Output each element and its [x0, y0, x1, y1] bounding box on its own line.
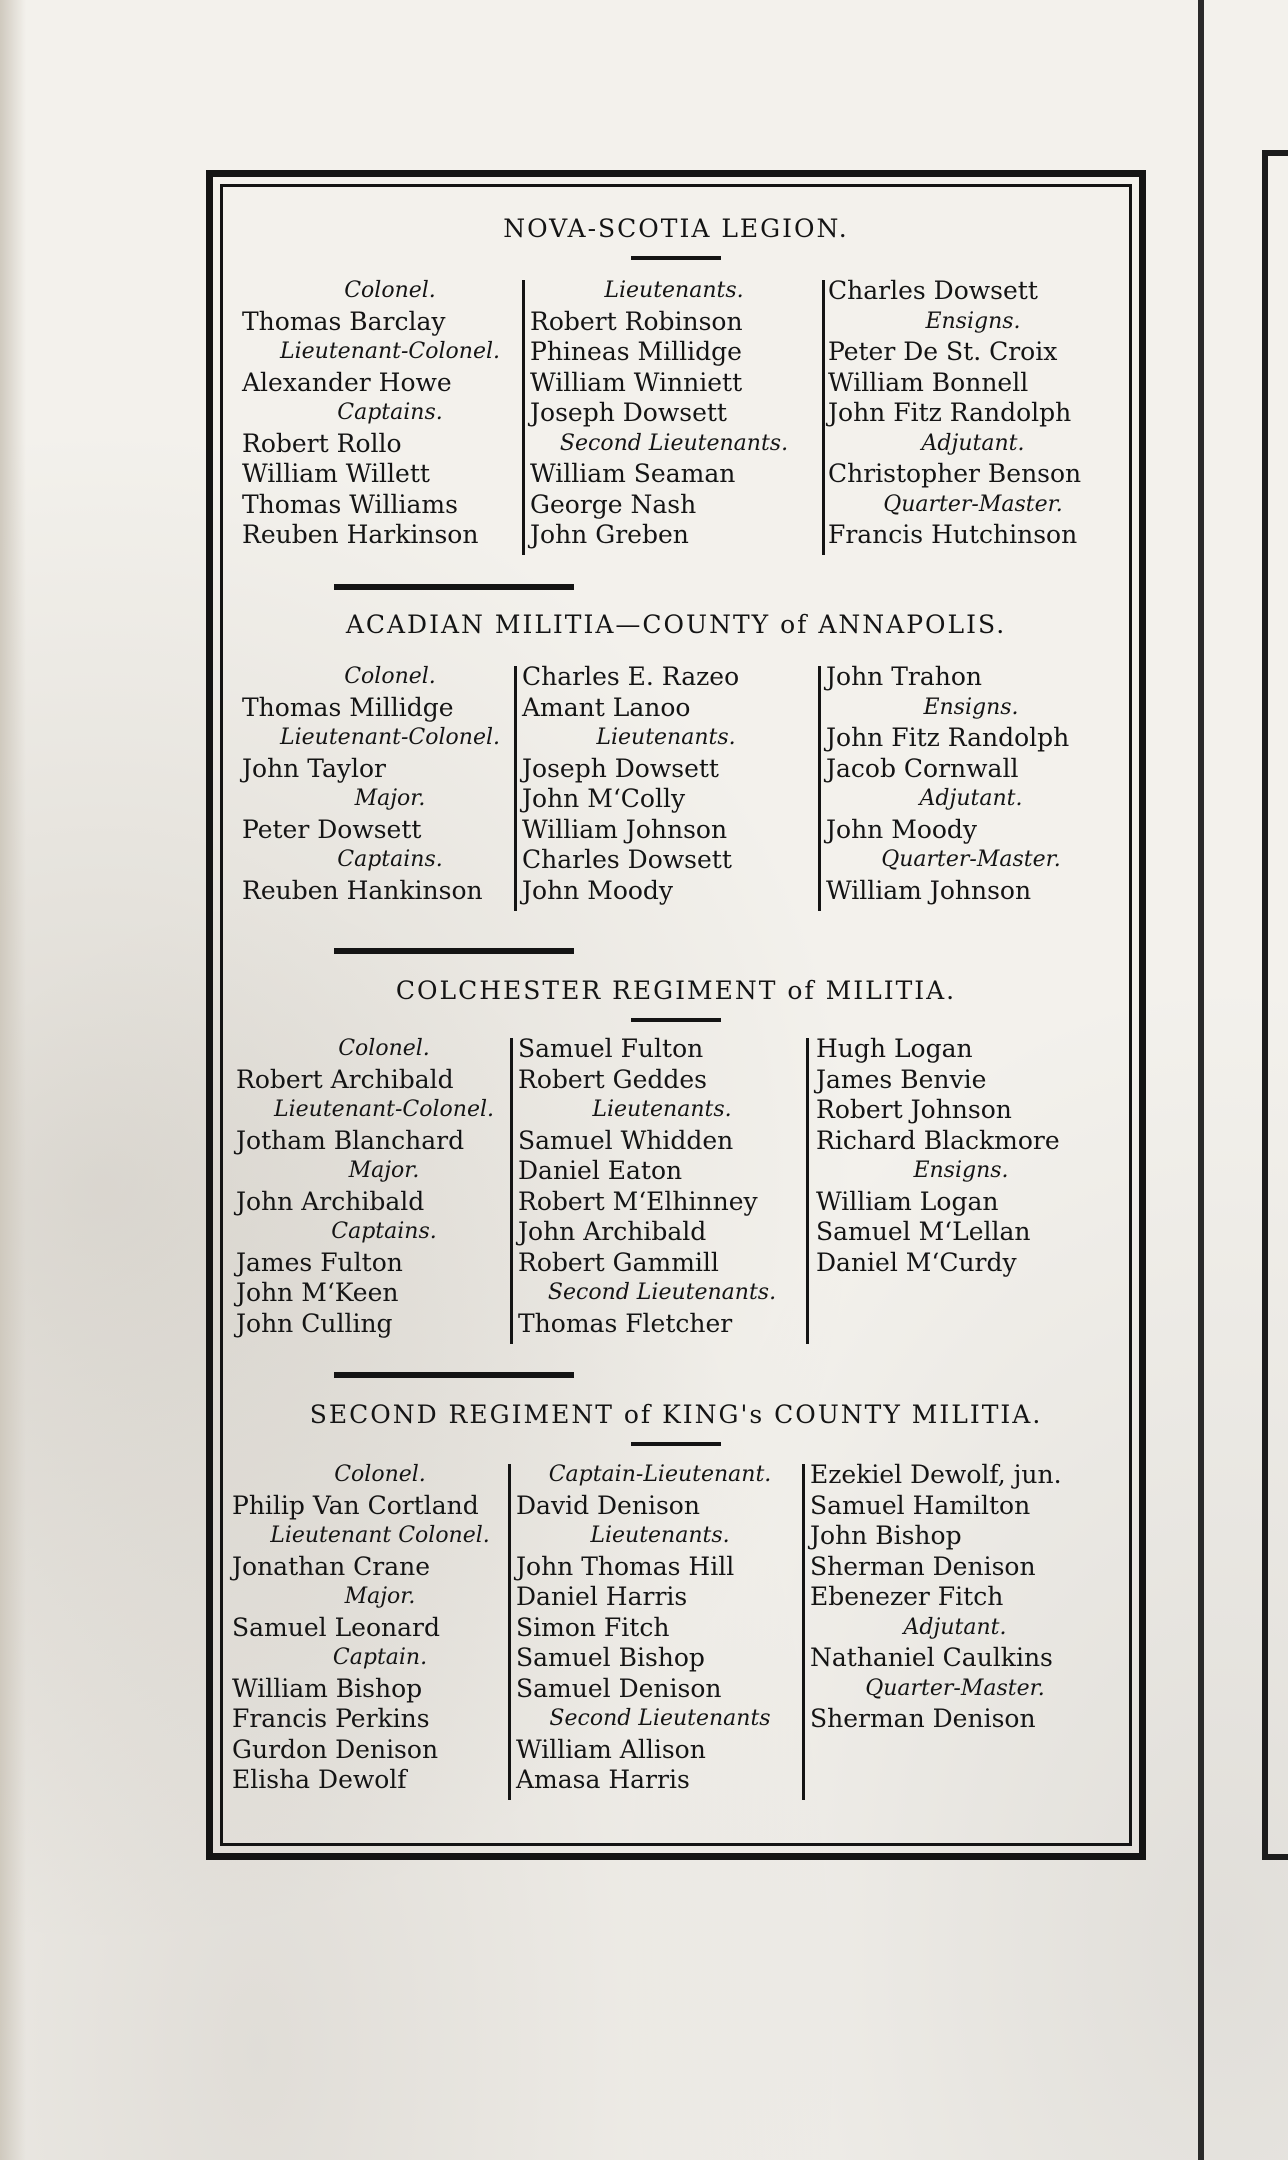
section-separator-rule	[334, 1372, 574, 1378]
rank-heading: Captains.	[337, 400, 443, 425]
officer-name: John Taylor	[242, 753, 386, 783]
rank-heading: Colonel.	[344, 278, 436, 303]
officer-name: John Fitz Randolph	[828, 398, 1072, 427]
rank-heading: Adjutant.	[903, 1614, 1007, 1640]
rank-heading: Adjutant.	[921, 430, 1025, 456]
officer-name: Gurdon Denison	[232, 1734, 439, 1764]
officer-name: William Logan	[816, 1186, 999, 1216]
officer-column-3	[828, 276, 1118, 551]
section-kings-county-militia	[232, 1398, 1120, 1794]
officer-name: Robert Robinson	[530, 306, 743, 336]
officer-name: William Bonnell	[828, 367, 1029, 397]
officer-name: Ebenezer Fitch	[810, 1582, 1004, 1611]
page-edge-shadow	[0, 0, 26, 2160]
officer-columns	[232, 662, 1120, 922]
officer-column-2	[518, 1034, 806, 1339]
officer-name: Philip Van Cortland	[232, 1490, 479, 1520]
officer-name: Samuel Denison	[516, 1673, 722, 1703]
officer-name: Alexander Howe	[242, 367, 452, 397]
officer-name: William Johnson	[826, 875, 1032, 905]
section-title: NOVA-SCOTIA LEGION.	[503, 214, 849, 243]
officer-name: Peter Dowsett	[242, 814, 422, 844]
rank-heading: Lieutenants.	[592, 1097, 732, 1122]
rank-heading: Lieutenant-Colonel.	[280, 725, 500, 750]
officer-name: Simon Fitch	[516, 1612, 670, 1642]
rank-heading: Quarter-Master.	[883, 491, 1063, 517]
officer-column-1	[232, 1460, 510, 1796]
officer-column-2	[522, 662, 810, 906]
title-underline	[631, 1018, 721, 1022]
officer-name: Ezekiel Dewolf, jun.	[810, 1460, 1062, 1489]
rank-heading: Colonel.	[338, 1036, 430, 1061]
officer-name: Thomas Millidge	[242, 692, 454, 722]
officer-name: Samuel Hamilton	[810, 1490, 1031, 1520]
officer-name: Sherman Denison	[810, 1551, 1036, 1581]
column-divider	[818, 666, 821, 911]
rank-heading: Adjutant.	[919, 786, 1023, 811]
section-separator-rule	[334, 584, 574, 590]
rank-heading: Colonel.	[344, 664, 436, 689]
section-colchester-regiment	[232, 974, 1120, 1338]
officer-name: Jotham Blanchard	[236, 1125, 465, 1155]
section-separator-rule	[334, 948, 574, 954]
rank-heading: Major.	[344, 1584, 416, 1609]
officer-name: Reuben Harkinson	[242, 520, 479, 549]
column-divider	[822, 280, 825, 555]
officer-name: David Denison	[516, 1490, 700, 1520]
officer-name: Peter De St. Croix	[828, 337, 1058, 366]
rank-heading: Captain-Lieutenant.	[548, 1462, 772, 1487]
officer-name: John Greben	[530, 520, 689, 549]
rank-heading: Ensigns.	[925, 308, 1021, 334]
officer-column-3	[810, 1460, 1100, 1735]
rank-heading: Lieutenant-Colonel.	[274, 1097, 494, 1122]
officer-name: Daniel Harris	[516, 1582, 688, 1611]
rank-heading: Colonel.	[334, 1462, 426, 1487]
officer-name: John Trahon	[826, 662, 983, 691]
officer-name: Nathaniel Caulkins	[810, 1643, 1053, 1672]
rank-heading: Quarter-Master.	[865, 1675, 1045, 1701]
rank-heading: Captain.	[332, 1645, 428, 1670]
officer-name: Charles Dowsett	[522, 845, 732, 874]
officer-name: Robert M‘Elhinney	[518, 1186, 758, 1216]
officer-name: Robert Gammill	[518, 1247, 719, 1277]
officer-name: Richard Blackmore	[816, 1125, 1060, 1155]
officer-name: William Winniett	[530, 367, 743, 397]
title-underline	[631, 1442, 721, 1446]
adjacent-page-frame	[1262, 150, 1288, 1860]
officer-name: John Moody	[522, 875, 674, 905]
officer-name: John Moody	[826, 814, 978, 844]
officer-name: John M‘Keen	[236, 1278, 399, 1307]
officer-name: Samuel Fulton	[518, 1034, 704, 1063]
officer-name: John Archibald	[518, 1217, 707, 1246]
officer-name: John Fitz Randolph	[826, 723, 1070, 752]
section-acadian-militia	[232, 608, 1120, 922]
rank-heading: Major.	[354, 786, 426, 811]
officer-name: Phineas Millidge	[530, 337, 742, 366]
officer-name: William Bishop	[232, 1673, 423, 1703]
rank-heading: Lieutenant Colonel.	[270, 1523, 490, 1548]
officer-name: John Archibald	[236, 1186, 425, 1216]
officer-name: Thomas Williams	[242, 489, 458, 519]
rank-heading: Second Lieutenants.	[547, 1280, 777, 1305]
officer-name: Jacob Cornwall	[826, 753, 1019, 783]
officer-name: Daniel Eaton	[518, 1156, 683, 1185]
rank-heading: Second Lieutenants	[549, 1706, 771, 1731]
officer-name: Joseph Dowsett	[530, 398, 727, 427]
officer-name: Christopher Benson	[828, 459, 1082, 488]
officer-name: Samuel Bishop	[516, 1643, 705, 1672]
officer-name: Jonathan Crane	[232, 1551, 431, 1581]
page-gutter-line	[1198, 0, 1204, 2160]
section-title: SECOND REGIMENT of KING's COUNTY MILITIA.	[309, 1400, 1043, 1429]
officer-column-2	[516, 1460, 804, 1796]
officer-name: Francis Perkins	[232, 1704, 430, 1733]
officer-name: James Benvie	[816, 1064, 987, 1094]
column-divider	[806, 1038, 809, 1344]
rank-heading: Lieutenants.	[596, 725, 736, 750]
officer-name: John Culling	[236, 1308, 393, 1338]
rank-heading: Lieutenants.	[604, 278, 744, 303]
rank-heading: Lieutenant-Colonel.	[280, 339, 500, 364]
officer-name: Daniel M‘Curdy	[816, 1247, 1017, 1277]
rank-heading: Second Lieutenants.	[559, 430, 789, 456]
officer-column-2	[530, 276, 818, 551]
officer-name: Thomas Fletcher	[518, 1308, 733, 1338]
rank-heading: Ensigns.	[913, 1158, 1009, 1183]
rank-heading: Ensigns.	[923, 694, 1019, 720]
officer-name: William Willett	[242, 459, 430, 488]
officer-name: John Thomas Hill	[516, 1551, 735, 1581]
officer-name: Robert Rollo	[242, 428, 402, 458]
officer-name: Robert Geddes	[518, 1064, 708, 1094]
officer-column-3	[826, 662, 1116, 906]
officer-name: Charles E. Razeo	[522, 662, 740, 691]
officer-column-1	[236, 1034, 514, 1339]
section-title: COLCHESTER REGIMENT of MILITIA.	[395, 976, 957, 1005]
rank-heading: Quarter-Master.	[881, 847, 1061, 872]
rank-heading: Captains.	[337, 847, 443, 872]
officer-name: George Nash	[530, 489, 697, 519]
officer-name: Hugh Logan	[816, 1034, 973, 1063]
officer-name: Elisha Dewolf	[232, 1765, 407, 1794]
officer-name: Amant Lanoo	[522, 692, 691, 722]
officer-name: Robert Johnson	[816, 1095, 1012, 1124]
officer-name: Samuel Leonard	[232, 1612, 440, 1642]
officer-name: Amasa Harris	[516, 1765, 690, 1794]
officer-name: William Seaman	[530, 459, 736, 488]
section-title: ACADIAN MILITIA—COUNTY of ANNAPOLIS.	[345, 610, 1007, 639]
officer-name: Francis Hutchinson	[828, 520, 1078, 549]
column-divider	[522, 280, 525, 555]
rank-heading: Major.	[348, 1158, 420, 1183]
officer-name: Thomas Barclay	[242, 306, 446, 336]
officer-name: John M‘Colly	[522, 784, 686, 813]
rank-heading: Captains.	[331, 1219, 437, 1244]
officer-columns	[232, 1034, 1120, 1338]
officer-columns	[232, 276, 1120, 549]
title-underline	[631, 256, 721, 260]
officer-name: Samuel M‘Lellan	[816, 1217, 1031, 1246]
officer-name: Sherman Denison	[810, 1704, 1036, 1733]
rank-heading: Lieutenants.	[590, 1523, 730, 1548]
officer-name: William Johnson	[522, 814, 728, 844]
officer-column-3	[816, 1034, 1106, 1278]
officer-name: William Allison	[516, 1734, 706, 1764]
officer-name: Samuel Whidden	[518, 1125, 734, 1155]
officer-name: Robert Archibald	[236, 1064, 454, 1094]
officer-column-1	[242, 276, 520, 551]
officer-name: Charles Dowsett	[828, 276, 1038, 305]
officer-columns	[232, 1460, 1120, 1794]
officer-name: John Bishop	[810, 1521, 962, 1550]
officer-name: Joseph Dowsett	[522, 753, 719, 783]
section-nova-scotia-legion	[232, 212, 1120, 549]
officer-column-1	[242, 662, 520, 906]
officer-name: James Fulton	[236, 1247, 403, 1277]
officer-name: Reuben Hankinson	[242, 875, 483, 905]
